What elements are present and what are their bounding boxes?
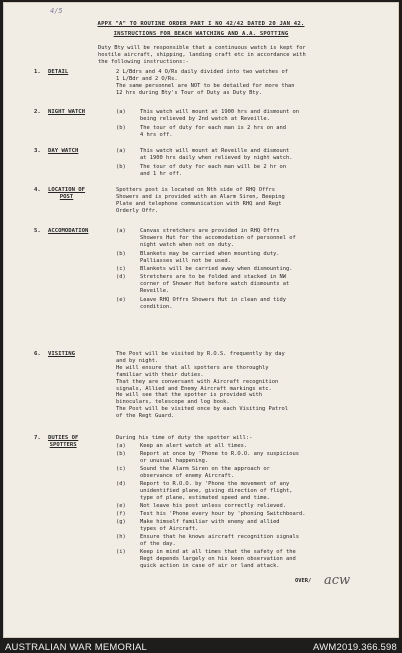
section-2-title: NIGHT WATCH <box>48 109 86 115</box>
section-5-item-d-letter: (d) <box>116 274 126 280</box>
section-2-item-a-letter: (a) <box>116 109 126 115</box>
section-7-item-h-text: Ensure that he knows aircraft recognition signals of the day. <box>140 534 300 547</box>
section-5-item-e-letter: (e) <box>116 297 126 303</box>
section-7-item-d-text: Report to R.O.O. by 'Phone the movement of any unidentified plane, giving direction of flight, type of plane, estimated speed and time. <box>140 481 293 501</box>
section-4-title: LOCATION OF POST <box>48 187 86 200</box>
section-2-item-b-letter: (b) <box>116 125 126 131</box>
section-5-title: ACCOMODATION <box>48 228 89 234</box>
section-7-item-e-text: Not leave his post unless correctly relieved. <box>140 503 287 509</box>
section-5-item-d-text: Stretchers are to be folded and stacked in NW corner of Shower Hut before watch dismounts at Reveille. <box>140 274 290 294</box>
section-7-item-b-text: Report at once by 'Phone to R.O.O. any suspicious or unusual happening. <box>140 451 300 464</box>
section-7-item-e-letter: (e) <box>116 503 126 509</box>
section-2-item-b-text: The tour of duty for each man is 2 hrs on and 4 hrs off. <box>140 125 287 138</box>
section-6-number: 6. <box>34 351 41 357</box>
section-7-item-a-text: Keep an alert watch at all times. <box>140 443 248 449</box>
section-5-item-a-letter: (a) <box>116 228 126 234</box>
section-1-title: DETAIL <box>48 69 69 75</box>
section-5-item-c-text: Blankets will be carried away when dismounting. <box>140 266 293 272</box>
section-5-number: 5. <box>34 228 41 234</box>
section-7-number: 7. <box>34 435 41 441</box>
intro-paragraph: Duty Bty will be responsible that a continuous watch is kept for hostile aircraft, shipping, landing craft etc in accordance with the following instructions:- <box>98 45 306 65</box>
handwritten-signature: acw <box>324 573 351 588</box>
section-5-item-a-text: Canvas stretchers are provided in RHQ Offrs Showers Hut for the accomodation of personnel of night watch when not on duty. <box>140 228 296 248</box>
section-2-item-a-text: This watch will mount at 1900 hrs and dismount on being relieved by 2nd watch at Reveille. <box>140 109 300 122</box>
section-7-item-g-letter: (g) <box>116 519 126 525</box>
section-3-number: 3. <box>34 148 41 154</box>
section-4-number: 4. <box>34 187 41 193</box>
section-1-number: 1. <box>34 69 41 75</box>
section-5-item-b-letter: (b) <box>116 251 126 257</box>
section-7-item-d-letter: (d) <box>116 481 126 487</box>
section-2-number: 2. <box>34 109 41 115</box>
section-7-item-i-letter: (i) <box>116 549 126 555</box>
section-6-body: The Post will be visited by R.O.S. frequently by day and by night. He will ensure that all spotters are thoroughly familiar with their duties. That they are conversant with Aircraft recognition signals, Allied and Enemy Aircraft markings etc. He will see that the spotter is provided with binoculars, telescope and log book. The Post will be visited once by each Visiting Patrol of the Regt Guard. <box>116 351 289 420</box>
footer-institution: AUSTRALIAN WAR MEMORIAL <box>5 642 148 653</box>
section-3-item-b-text: The tour of duty for each man will be 2 hr on and 1 hr off. <box>140 164 287 177</box>
section-7-item-i-text: Keep in mind at all times that the safety of the Regt depends largely on his keen observation and quick action in case of air or land attack. <box>140 549 296 569</box>
footer-accession-number: AWM2019.366.598 <box>313 642 397 653</box>
section-7-title: DUTIES OF SPOTTERS <box>48 435 79 448</box>
section-3-item-a-text: This watch will mount at Reveille and dismount at 1900 hrs daily when relieved by night watch. <box>140 148 293 161</box>
section-1-body: 2 L/Bdrs and 4 O/Rs daily divided into two watches of 1 L/Bdr and 2 O/Rs. The same personnel are NOT to be detailed for more than 12 hrs during Bty's Tour of Duty as Duty Bty. <box>116 69 295 96</box>
section-7-intro: During his time of duty the spotter will:- <box>116 435 253 441</box>
section-7-item-g-text: Make himself familiar with enemy and allied types of Aircraft. <box>140 519 280 532</box>
instructions-heading: INSTRUCTIONS FOR BEACH WATCHING AND A.A. SPOTTING <box>113 31 289 37</box>
section-5-item-b-text: Blankets may be carried when mounting duty. Palliasses will not be used. <box>140 251 280 264</box>
section-3-item-a-letter: (a) <box>116 148 126 154</box>
section-7-item-b-letter: (b) <box>116 451 126 457</box>
section-5-item-e-text: Leave RHQ Offrs Showers Hut in clean and tidy condition. <box>140 297 287 310</box>
section-5-item-c-letter: (c) <box>116 266 126 272</box>
section-3-title: DAY WATCH <box>48 148 79 154</box>
section-3-item-b-letter: (b) <box>116 164 126 170</box>
document-page <box>3 2 399 638</box>
section-7-item-c-letter: (c) <box>116 466 126 472</box>
section-7-item-f-letter: (f) <box>116 511 126 517</box>
section-4-body: Spotters post is located on Nth side of RHQ Offrs Showers and is provided with an Alarm Siren, Beeping Plate and telephone communication with RHQ and Regt Orderly Offr. <box>116 187 285 214</box>
over-label: OVER/ <box>295 578 312 584</box>
section-7-item-c-text: Sound the Alarm Siren on the approach or observance of enemy Aircraft. <box>140 466 270 479</box>
section-7-item-f-text: Test his 'Phone every hour by 'phoning Switchboard. <box>140 511 306 517</box>
corner-mark: 4/5 <box>50 7 63 15</box>
section-6-title: VISITING <box>48 351 75 357</box>
section-7-item-a-letter: (a) <box>116 443 126 449</box>
section-7-item-h-letter: (h) <box>116 534 126 540</box>
appendix-heading: APPX "A" TO ROUTINE ORDER PART I NO 42/42 DATED 20 JAN 42. <box>97 21 305 27</box>
